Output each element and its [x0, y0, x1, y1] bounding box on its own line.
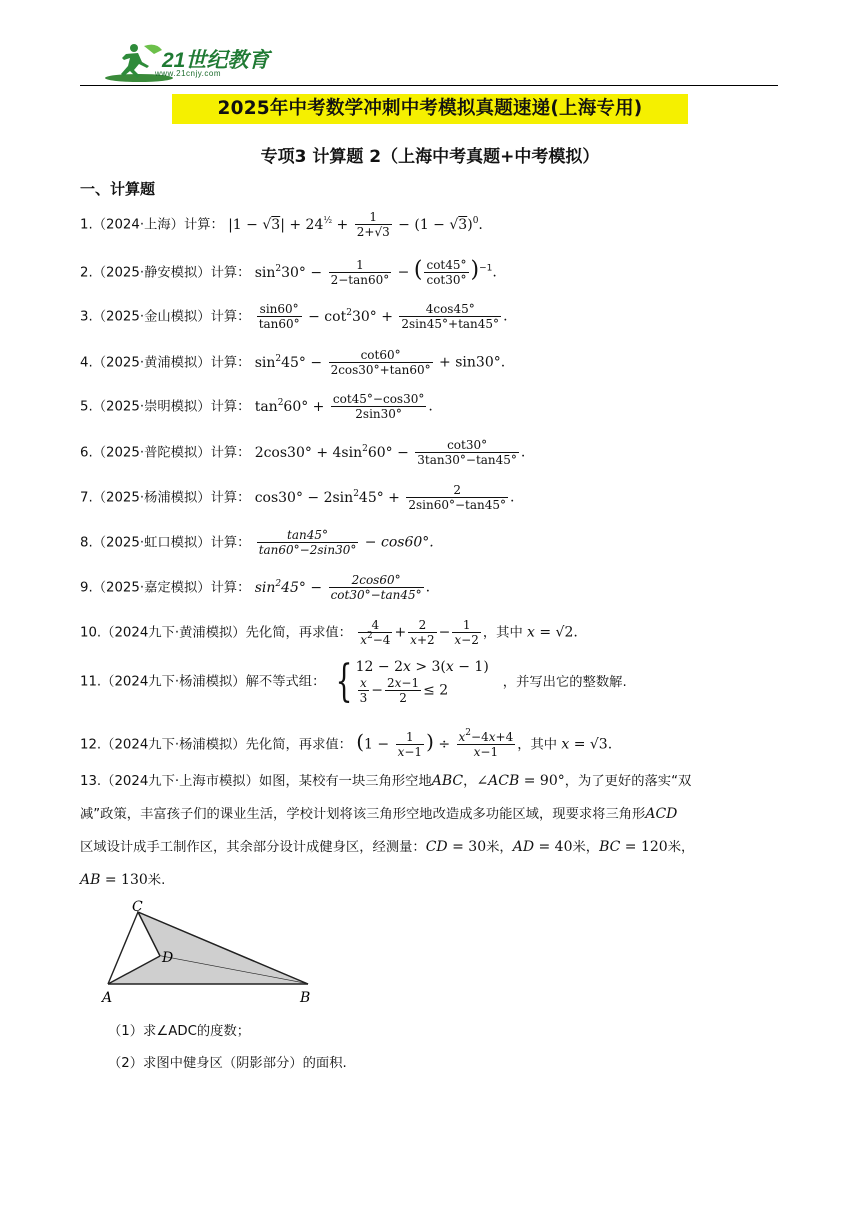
- label-a: A: [102, 990, 113, 1006]
- runner-icon: [121, 44, 149, 78]
- section-heading: 一、计算题: [80, 180, 156, 198]
- logo-url: www.21cnjy.com: [155, 69, 221, 78]
- problem-1: 1.（2024·上海）计算： $|1 - √3| + 24^{\frac{1}{2}}$ + $\frac{1}{2+√3}$ − $(1 - √3)^0$.: [80, 210, 483, 239]
- label-c: C: [132, 899, 143, 915]
- logo: [104, 40, 274, 86]
- label-d: D: [162, 950, 174, 966]
- page-subtitle: 专项3 计算题 2（上海中考真题+中考模拟）: [260, 147, 600, 167]
- logo-text: 21世纪教育: [162, 49, 270, 72]
- question-1: （1）求∠ADC的度数；: [108, 1024, 251, 1039]
- triangle-figure: [100, 898, 330, 1008]
- problem-11: 11.（2024九下·杨浦模拟）解不等式组： { 12 − 2x > 3(x − 1) $\frac{x}{3}$ − $\frac{2x-1}{2}$ ≤ 2 ，并写出它的整数解.: [80, 655, 627, 707]
- problem-5: 5.（2025·崇明模拟）计算： $\tan^260^\circ$ + $\frac{\cot 45^\circ-\cos 30^\circ}{2\sin 30^\circ}$ .: [80, 392, 433, 421]
- problem-9: 9.（2025·嘉定模拟）计算： $\sin^245^\circ$ − $\frac{2\cos 60^\circ}{\cot 30^\circ-\tan 45^\circ}$ .: [80, 573, 431, 602]
- problem-7: 7.（2025·杨浦模拟）计算： $\cos 30^\circ - 2\sin^245^\circ$ + $\frac{2}{2\sin 60^\circ-\tan 45^\circ}$ .: [80, 483, 515, 512]
- problem-6: 6.（2025·普陀模拟）计算： $2\cos 30^\circ + 4\sin^260^\circ$ − $\frac{\cot 30^\circ}{3\tan 30^\circ-\tan 45^\circ}$ .: [80, 438, 526, 467]
- page-title: 2025年中考数学冲刺中考模拟真题速递(上海专用): [172, 94, 688, 124]
- problem-10: 10.（2024九下·黄浦模拟）先化简，再求值： $\frac{4}{x^2-4}$ + $\frac{2}{x+2}$ − $\frac{1}{x-2}$ ，其中 x = √2.: [80, 618, 578, 647]
- problem-8: 8.（2025·虹口模拟）计算： $\frac{\tan 45^\circ}{\tan 60^\circ-2\sin 30^\circ}$ − cos60°.: [80, 528, 434, 557]
- problem-3: 3.（2025·金山模拟）计算： $\frac{\sin 60^\circ}{\tan 60^\circ}$ − $\cot^230^\circ$ + $\frac{4\cos 45^\circ}{2\sin 45^\circ+\tan 45^\circ}$ .: [80, 302, 508, 331]
- label-b: B: [300, 990, 311, 1006]
- header-rule: [80, 85, 778, 86]
- question-2: （2）求图中健身区（阴影部分）的面积.: [108, 1056, 347, 1071]
- problem-4: 4.（2025·黄浦模拟）计算： $\sin^245^\circ$ − $\frac{\cot 60^\circ}{2\cos 30^\circ+\tan 60^\circ}$ + sin30°.: [80, 348, 506, 377]
- problem-13: 13.（2024九下·上海市模拟）如图，某校有一块三角形空地ABC，∠ACB = 90°，为了更好的落实“双 减”政策，丰富孩子们的课业生活，学校计划将该三角形空地改造成多功能区域，现要求将三角形ACD 区域设计成手工制作区，其余部分设计成健身区，经测量：CD = 30米，AD = 40米，BC = 120米， AB = 130米.: [80, 773, 695, 888]
- problem-2: 2.（2025·静安模拟）计算： $\sin^230^\circ$ − $\frac{1}{2-\tan 60^\circ}$ − ( $\frac{\cot 45^\circ}{\cot 30^\circ}$ )$^{-1}$.: [80, 257, 497, 287]
- problem-12: 12.（2024九下·杨浦模拟）先化简，再求值： (1 − $\frac{1}{x-1}$ ) ÷ $\frac{x^2-4x+4}{x-1}$ ，其中 x = √3.: [80, 728, 613, 759]
